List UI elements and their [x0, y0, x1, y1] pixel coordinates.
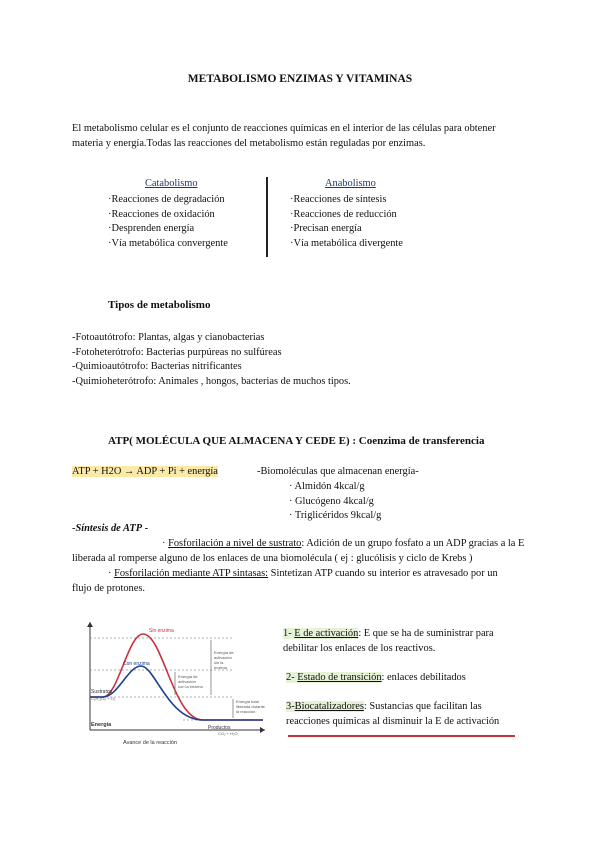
catabolismo-heading: Catabolismo [145, 178, 198, 189]
atp-heading [108, 434, 484, 449]
list-item: · Almidón 4kcal/g [289, 481, 365, 492]
sintesis-p2-text: Sintetizan ATP cuando su interior es atravesado por un [268, 568, 498, 579]
tipo-desc: : Animales , hongos, bacterias de muchos tipos. [153, 375, 351, 387]
label-avance: Avance de la reacción [123, 740, 178, 746]
sintesis-p2-line2: flujo de protones. [72, 583, 146, 594]
annotation-underline [288, 735, 515, 737]
label-liberada-3: la reacción [236, 709, 256, 714]
label-con-enzima: Con enzima [123, 661, 150, 667]
catabolismo-list [108, 193, 228, 251]
annotation-1-line1 [283, 626, 494, 641]
sintesis-suffix: - [142, 523, 149, 534]
list-item [72, 375, 351, 390]
intro-line-2: materia y energía.Todas las reacciones del metabolismo están reguladas por enzimas. [72, 138, 426, 149]
annotation-2-line1 [286, 670, 466, 685]
list-item: ·Vía metabólica convergente [108, 237, 228, 249]
label-sustratos: Sustratos [91, 689, 113, 695]
annotation-1-term: E de activación [294, 628, 359, 639]
intro-paragraph [72, 121, 532, 151]
sintesis-p2-term: Fosforilación mediante ATP sintasas: [114, 568, 269, 579]
atp-equation-text: ATP + H2O → ADP + Pi + energía [72, 466, 218, 477]
annotation-3-line2: reacciones químicas al disminuir la E de activación [286, 716, 500, 727]
list-item: ·Reacciones de síntesis [290, 194, 387, 205]
sintesis-paragraph-1 [72, 536, 532, 566]
annotation-3-text: : Sustancias que facilitan las [363, 701, 482, 712]
sintesis-prefix: - [72, 523, 76, 534]
annotation-3-term: Biocatalizadores [294, 701, 364, 712]
sintesis-heading [72, 522, 148, 537]
list-item: ·Reacciones de degradación [108, 194, 225, 205]
sintesis-title: Síntesis de ATP [75, 523, 143, 534]
column-divider [266, 177, 268, 257]
tipo-term: -Quimioheterótrofo [72, 375, 154, 387]
tipo-desc: : Plantas, algas y cianobacterias [132, 332, 265, 343]
tipo-desc: : Bacterias purpúreas no sulfúreas [140, 346, 282, 358]
list-item: ·Reacciones de reducción [290, 208, 397, 220]
annotation-1 [283, 626, 494, 656]
tipos-heading: Tipos de metabolismo [108, 299, 211, 311]
list-item: · Triglicéridos 9kcal/g [289, 510, 382, 522]
annotation-2-term: Estado de transición [297, 672, 382, 683]
list-item [72, 360, 351, 375]
label-act-sin-1: Energía de [214, 650, 234, 655]
intro-line-1: El metabolismo celular es el conjunto de reacciones químicas en el interior de las células para obtener [72, 123, 496, 134]
list-item [72, 346, 351, 361]
label-act-con-2: activación [178, 679, 196, 684]
list-item: ·Vía metabólica divergente [290, 237, 403, 249]
annotation-1-number: 1- [283, 628, 295, 639]
label-act-con-1: Energía de [178, 674, 198, 679]
bullet: · [108, 568, 115, 579]
label-sin-enzima: Sin enzima [149, 628, 174, 634]
label-energia: Energía [91, 722, 112, 728]
label-act-sin-3: sin la [214, 660, 224, 665]
annotation-2-number: 2- [286, 672, 298, 683]
tipo-desc: : Bacterias nitrificantes [145, 361, 242, 373]
label-act-con-3: con la enzima [178, 684, 203, 689]
activation-energy-diagram [83, 614, 271, 750]
annotation-2-text: : enlaces debilitados [381, 672, 466, 683]
atp-equation [72, 465, 218, 480]
list-item: ·Reacciones de oxidación [108, 208, 215, 220]
atp-heading-sub: Coenzima de transferencia [358, 435, 485, 447]
tipo-term: -Fotoautótrofo [72, 332, 133, 343]
label-productos: Productos [208, 725, 231, 731]
label-productos-formula: CO₂ + H₂O [218, 731, 238, 736]
anabolismo-list [290, 193, 403, 251]
sintesis-p2-line1 [72, 566, 532, 581]
sintesis-p1-term: Fosforilación a nivel de sustrato [168, 538, 302, 549]
sintesis-p1-text: : Adición de un grupo fosfato a un ADP gracias a la E [301, 538, 525, 549]
label-act-sin-2: activación [214, 655, 232, 660]
biomoleculas-list [289, 480, 381, 524]
annotation-3 [286, 699, 499, 729]
biomoleculas-header: -Biomoléculas que almacenan energía- [257, 466, 419, 477]
tipos-list [72, 331, 351, 389]
tipo-term: -Quimioautótrofo [72, 361, 146, 373]
annotation-3-number: 3- [286, 701, 295, 712]
tipo-term: -Fotoheterótrofo [72, 346, 141, 358]
list-item [72, 331, 351, 346]
list-item: · Glucógeno 4kcal/g [289, 495, 374, 507]
annotation-3-line1 [286, 699, 499, 714]
anabolismo-heading: Anabolismo [325, 178, 376, 189]
annotation-1-text: : E que se ha de suministrar para [358, 628, 494, 639]
label-liberada-2: liberada durante [236, 704, 265, 709]
list-item: ·Desprenden energía [108, 223, 195, 235]
annotation-2 [286, 670, 466, 685]
document-title: METABOLISMO ENZIMAS Y VITAMINAS [187, 73, 413, 85]
label-liberada-1: Energía total [236, 699, 259, 704]
label-act-sin-4: enzima [214, 665, 227, 670]
sintesis-paragraph-2 [72, 566, 532, 596]
bullet: · [162, 538, 169, 549]
list-item: ·Precisan energía [290, 223, 362, 235]
label-sustratos-formula: C₆H₁₂O₆ + O₂ [91, 696, 116, 701]
sintesis-p1-line1 [72, 536, 532, 551]
sintesis-p1-line2: liberada al romperse alguno de los enlaces de una biomolécula ( ej : glucólisis y ciclo de Krebs ) [72, 553, 473, 564]
atp-heading-main: ATP( MOLÉCULA QUE ALMACENA Y CEDE E) : [108, 435, 359, 447]
annotation-1-line2: debilitar los enlaces de los reactivos. [283, 643, 436, 654]
